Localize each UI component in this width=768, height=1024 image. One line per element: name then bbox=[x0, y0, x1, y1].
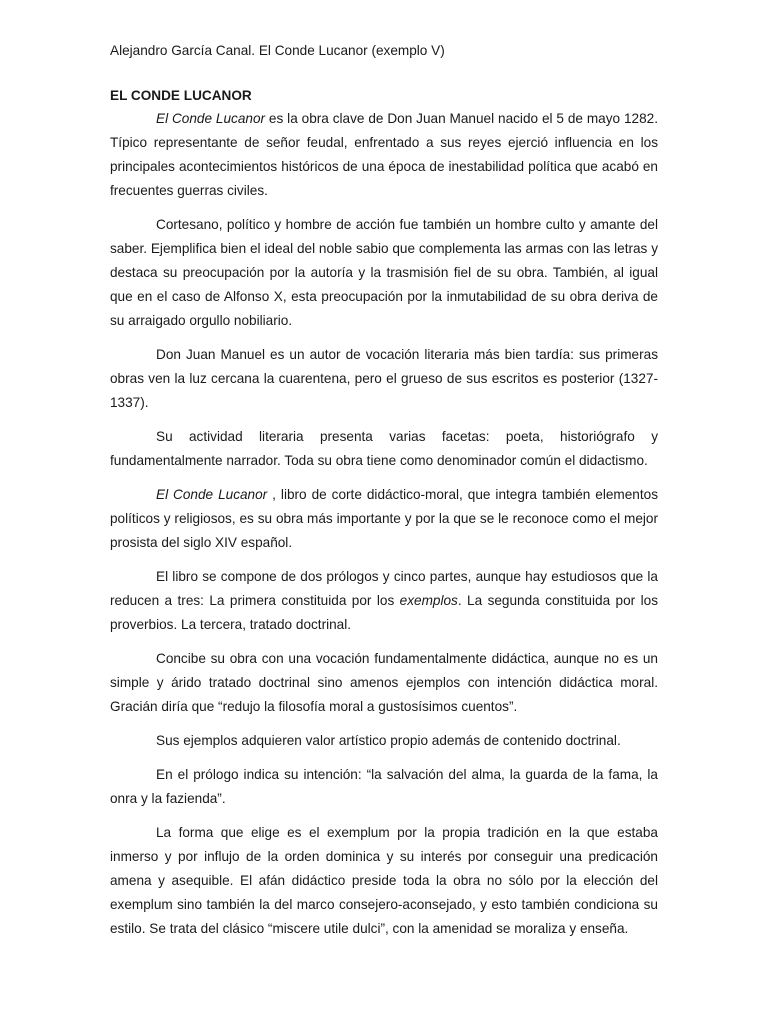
document-title: EL CONDE LUCANOR bbox=[110, 88, 252, 103]
paragraph bbox=[110, 821, 658, 941]
text-segment: , libro de corte didáctico-moral, que integra también elementos políticos y religiosos, es su obra más importante y por la que se le reconoce como el mejor prosista del siglo XIV español. bbox=[110, 487, 658, 550]
paragraph bbox=[110, 483, 658, 555]
text-segment: Don Juan Manuel es un autor de vocación literaria más bien tardía: sus primeras obras ven la luz cercana la cuarentena, pero el grueso de sus escritos es posterior (1327-1337). bbox=[110, 347, 658, 410]
paragraph bbox=[110, 107, 658, 203]
paragraph bbox=[110, 343, 658, 415]
italic-text: exemplos bbox=[399, 593, 458, 608]
text-segment: es la obra clave de Don Juan Manuel nacido el 5 de mayo 1282. Típico representante de señor feudal, enfrentado a sus reyes ejerció influencia en los principales acontecimientos históricos de una época de inestabilidad política que acabó en frecuentes guerras civiles. bbox=[110, 111, 659, 198]
body-text bbox=[110, 107, 658, 941]
paragraph bbox=[110, 425, 658, 473]
paragraph bbox=[110, 647, 658, 719]
running-header: Alejandro García Canal. El Conde Lucanor (exemplo V) bbox=[110, 43, 445, 58]
text-segment: . La segunda constituida por los proverbios. La tercera, tratado doctrinal. bbox=[110, 593, 658, 632]
italic-text: El Conde Lucanor bbox=[156, 111, 266, 126]
paragraph bbox=[110, 213, 658, 333]
text-segment: En el prólogo indica su intención: “la salvación del alma, la guarda de la fama, la onra y la fazienda”. bbox=[110, 767, 658, 806]
text-segment: Sus ejemplos adquieren valor artístico propio además de contenido doctrinal. bbox=[156, 733, 621, 748]
italic-text: El Conde Lucanor bbox=[156, 487, 268, 502]
text-segment: Cortesano, político y hombre de acción fue también un hombre culto y amante del saber. Ejemplifica bien el ideal del noble sabio que complementa las armas con las letras y destaca su preocupación por la autoría y la trasmisión fiel de su obra. También, al igual que en el caso de Alfonso X, esta preocupación por la inmutabilidad de su obra deriva de su arraigado orgullo nobiliario. bbox=[110, 217, 658, 328]
paragraph bbox=[110, 565, 658, 637]
text-segment: El libro se compone de dos prólogos y cinco partes, aunque hay estudiosos que la reducen a tres: La primera constituida por los bbox=[110, 569, 658, 608]
text-segment: Concibe su obra con una vocación fundamentalmente didáctica, aunque no es un simple y árido tratado doctrinal sino amenos ejemplos con intención didáctica moral. Gracián diría que “redujo la filosofía moral a gustosísimos cuentos”. bbox=[110, 651, 658, 714]
text-segment: La forma que elige es el exemplum por la propia tradición en la que estaba inmerso y por influjo de la orden dominica y su interés por conseguir una predicación amena y asequible. El afán didáctico preside toda la obra no sólo por la elección del exemplum sino también la del marco consejero-aconsejado, y esto también condiciona su estilo. Se trata del clásico “miscere utile dulci”, con la amenidad se moraliza y enseña. bbox=[110, 825, 658, 936]
paragraph bbox=[110, 729, 658, 753]
text-segment: Su actividad literaria presenta varias facetas: poeta, historiógrafo y fundamentalmente narrador. Toda su obra tiene como denominador común el didactismo. bbox=[110, 429, 658, 468]
paragraph bbox=[110, 763, 658, 811]
